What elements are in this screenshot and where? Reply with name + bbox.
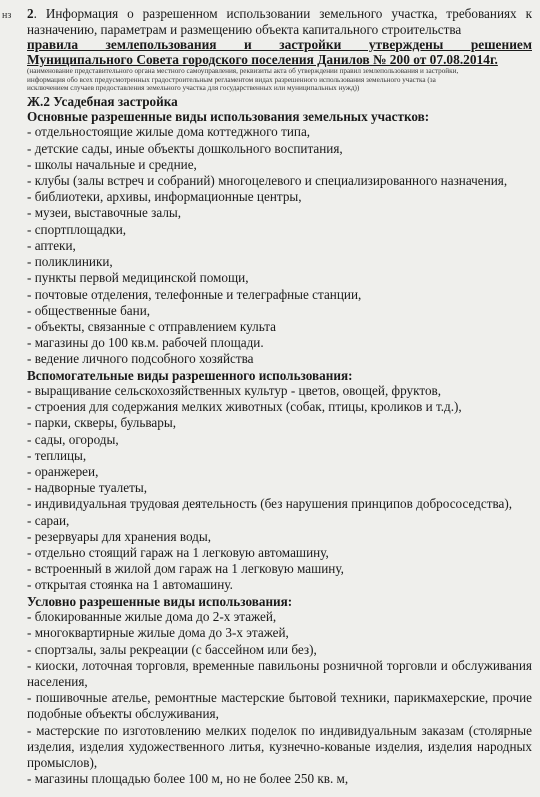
list-item: - аптеки, [27, 237, 76, 253]
list-item: - киоски, лоточная торговля, временные павильоны розничной торговли и обслуживания населения, [27, 657, 532, 689]
list-item: - встроенный в жилой дом гараж на 1 легковую машину, [27, 561, 344, 577]
note-line-3: исключением случаев предоставления земельного участка для государственных или муниципальных нужд)) [27, 84, 360, 93]
list-item: - многоквартирные жилые дома до 3-х этажей, [27, 625, 289, 641]
list-item: - оранжереи, [27, 464, 99, 480]
section-heading [27, 6, 532, 37]
approval-decision-line-2: Муниципального Совета городского поселения Данилов № 200 от 07.08.2014г. [27, 52, 498, 68]
list-item: - индивидуальная трудовая деятельность (без нарушения принципов добрососедства), [27, 496, 513, 512]
list-item: - детские сады, иные объекты дошкольного воспитания, [27, 140, 343, 156]
list-item: - блокированные жилые дома до 2-х этажей, [27, 609, 277, 625]
list-item: - отдельностоящие жилые дома коттеджного типа, [27, 124, 311, 140]
list-item: - объекты, связанные с отправлением культа [27, 318, 276, 334]
list-item: - выращивание сельскохозяйственных культур - цветов, овощей, фруктов, [27, 383, 442, 399]
list-item: - сады, огороды, [27, 431, 119, 447]
auxiliary-uses-title: Вспомогательные виды разрешенного использования: [27, 367, 353, 383]
conditional-uses-title: Условно разрешенные виды использования: [27, 593, 293, 609]
auxiliary-uses-list [27, 383, 532, 594]
list-item: - открытая стоянка на 1 автомашину. [27, 577, 233, 593]
section-number: 2 [27, 6, 34, 21]
section-heading-text: . Информация о разрешенном использовании земельного участка, требованиях к назначению, параметрам и размещению объекта капитального строительства [27, 6, 532, 37]
list-item: - клубы (залы встреч и собраний) многоцелевого и специализированного назначения, [27, 173, 508, 189]
approval-decision-line-1: правила землепользования и застройки утверждены решением [27, 37, 532, 53]
main-uses-list [27, 124, 532, 367]
note-line-1: (наименование представительного органа местного самоуправления, реквизиты акта об утверждении правил землепользования и застройки, [27, 67, 459, 76]
main-uses-title: Основные разрешенные виды использования земельных участков: [27, 108, 430, 124]
document-content [27, 6, 532, 787]
zone-title: Ж.2 Усадебная застройка [27, 93, 178, 109]
note-line-2: информация обо всех предусмотренных градостроительным регламентом видах разрешенного использования земельного участка (за [27, 75, 436, 84]
list-item: - школы начальные и средние, [27, 156, 197, 172]
list-item: - надворные туалеты, [27, 480, 148, 496]
list-item: - спортплощадки, [27, 221, 127, 237]
list-item: - магазины площадью более 100 м, но не более 250 кв. м, [27, 771, 349, 787]
margin-note: нз [2, 10, 12, 21]
list-item: - мастерские по изготовлению мелких поделок по индивидуальным заказам (столярные изделия, изделия художественного литья, кузнечно-кованые изделия, изделия народных промыслов), [27, 722, 532, 770]
list-item: - спортзалы, залы рекреации (с бассейном или без), [27, 641, 317, 657]
list-item: - пошивочные ателье, ремонтные мастерские бытовой техники, парикмахерские, прочие подобные объекты обслуживания, [27, 690, 532, 722]
list-item: - почтовые отделения, телефонные и телеграфные станции, [27, 286, 362, 302]
conditional-uses-list [27, 609, 532, 787]
list-item: - музеи, выставочные залы, [27, 205, 182, 221]
list-item: - поликлиники, [27, 254, 113, 270]
list-item: - резервуары для хранения воды, [27, 528, 212, 544]
list-item: - теплицы, [27, 447, 87, 463]
list-item: - сараи, [27, 512, 70, 528]
list-item: - магазины до 100 кв.м. рабочей площади. [27, 335, 264, 351]
list-item: - строения для содержания мелких животных (собак, птицы, кроликов и т.д.), [27, 399, 462, 415]
list-item: - библиотеки, архивы, информационные центры, [27, 189, 302, 205]
list-item: - ведение личного подсобного хозяйства [27, 351, 254, 367]
list-item: - общественные бани, [27, 302, 151, 318]
list-item: - отдельно стоящий гараж на 1 легковую автомашину, [27, 545, 329, 561]
list-item: - пункты первой медицинской помощи, [27, 270, 249, 286]
list-item: - парки, скверы, бульвары, [27, 415, 177, 431]
